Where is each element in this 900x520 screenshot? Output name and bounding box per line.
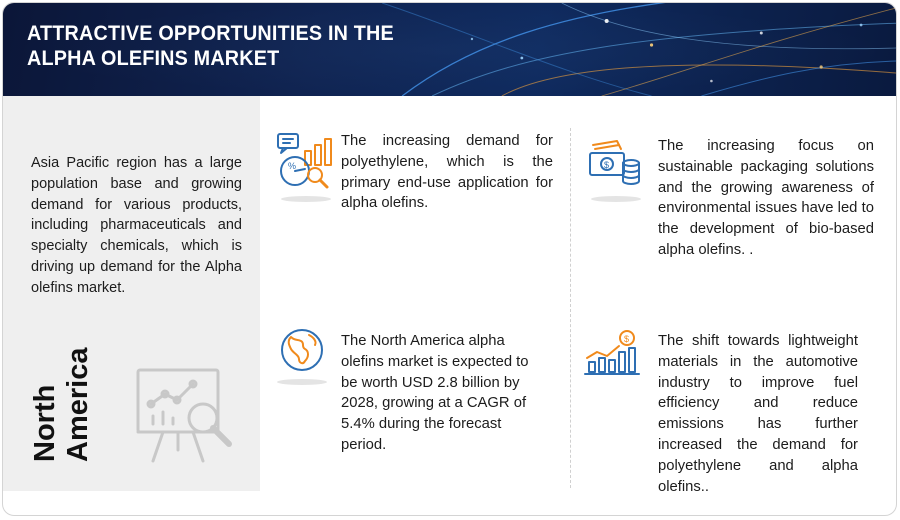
- header-banner: [3, 3, 896, 96]
- left-panel: [3, 96, 260, 491]
- opportunity-text-4: The shift towards lightweight materials in the automotive industry to improve fuel efficiency and reduce emissions has further increased the demand for polyethylene and alpha olefins..: [658, 333, 858, 495]
- analysis-board-icon: [133, 366, 239, 466]
- icon-shadow: [591, 196, 641, 202]
- region-label: [29, 347, 109, 464]
- svg-text:%: %: [288, 161, 297, 171]
- column-divider: [570, 128, 571, 488]
- page-title: [27, 21, 413, 71]
- icon-shadow: [281, 196, 331, 202]
- region-line-1: North: [29, 384, 61, 462]
- region-description: Asia Pacific region has a large population base and growing demand for various products, including pharmaceuticals and specialty chemicals, which is driving up demand for the Alpha olefins market.: [31, 155, 242, 296]
- title-line-2: ALPHA OLEFINS MARKET: [27, 46, 280, 70]
- opportunity-text-2: The increasing focus on sustainable packaging solutions and the growing awareness of environmental issues have led to the development of bio-based alpha olefins. .: [658, 138, 874, 258]
- region-line-2: America: [62, 347, 94, 462]
- globe-icon: [279, 327, 325, 373]
- infographic-frame: [2, 2, 897, 516]
- opportunity-text-3: The North America alpha olefins market is expected to be worth USD 2.8 billion by 2028, growing at a CAGR of 5.4% during the forecast period.: [341, 333, 529, 453]
- money-coins-icon: [587, 137, 643, 191]
- title-line-1: ATTRACTIVE OPPORTUNITIES IN THE: [27, 21, 394, 45]
- svg-text:$: $: [624, 334, 630, 344]
- demand-chart-icon: [275, 131, 339, 193]
- svg-text:$: $: [604, 160, 610, 170]
- icon-shadow: [277, 379, 327, 385]
- growth-chart-icon: [583, 328, 641, 378]
- opportunity-text-1: The increasing demand for polyethylene, which is the primary end-use application for alpha olefins.: [341, 133, 553, 212]
